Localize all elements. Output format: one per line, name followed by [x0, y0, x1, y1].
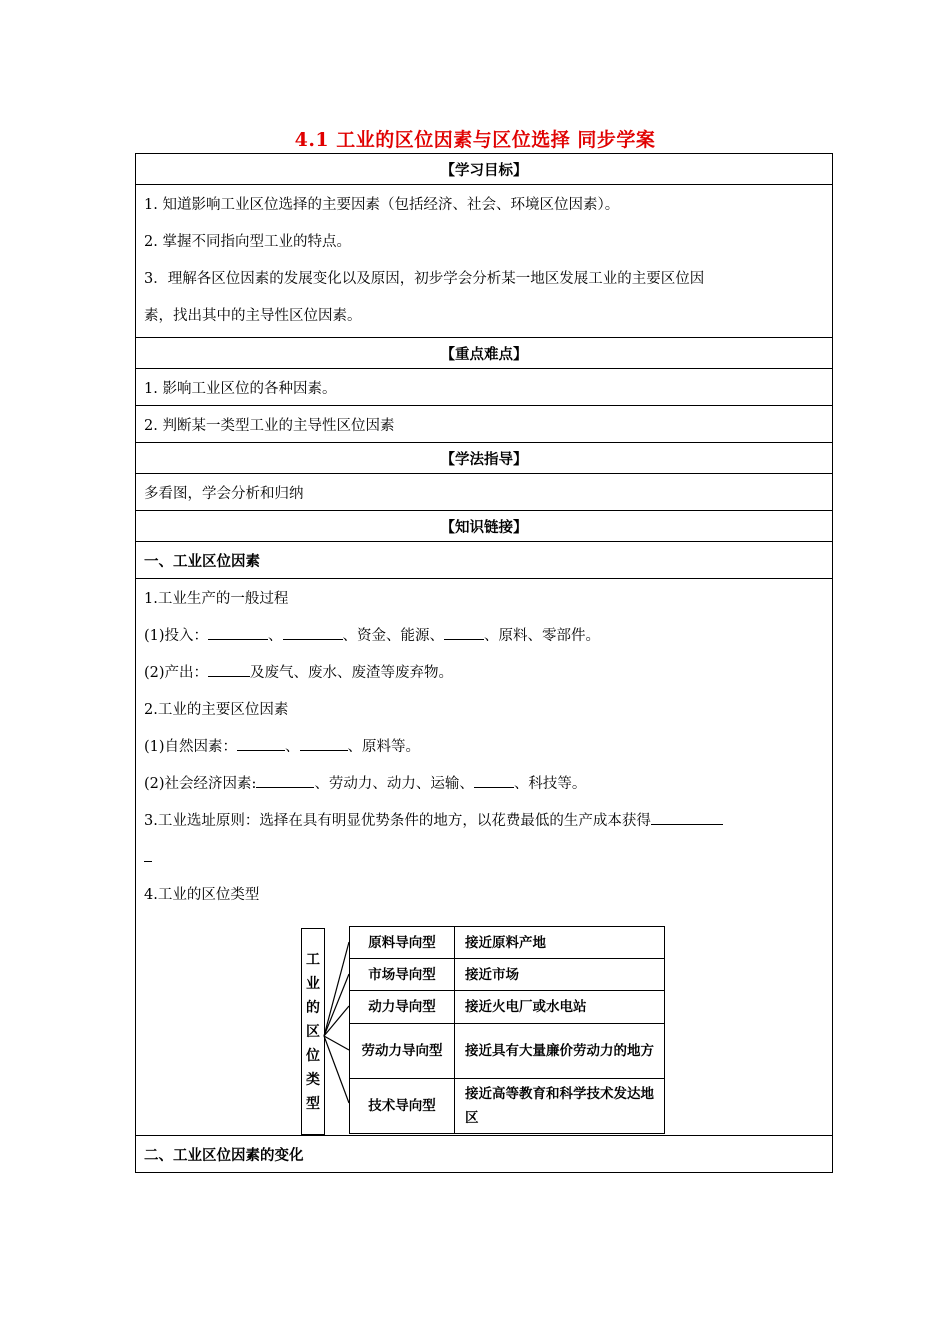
- goal-item: 素，找出其中的主导性区位因素。: [144, 308, 362, 324]
- part2-title: 二、工业区位因素的变化: [136, 1136, 833, 1173]
- fill-blank[interactable]: [444, 625, 484, 640]
- goal-item: 3．理解各区位因素的发展变化以及原因，初步学会分析某一地区发展工业的主要区位因: [144, 271, 705, 287]
- type-name: 技术导向型: [350, 1079, 455, 1134]
- type-desc: 接近具有大量廉价劳动力的地方: [455, 1024, 665, 1079]
- factors-heading: 2.工业的主要区位因素: [144, 702, 289, 718]
- fill-blank[interactable]: [237, 736, 285, 751]
- key-point: 1. 影响工业区位的各种因素。: [136, 369, 833, 406]
- method-header: 【学法指导】: [136, 443, 833, 474]
- key-point: 2. 判断某一类型工业的主导性区位因素: [136, 406, 833, 443]
- process-heading: 1.工业生产的一般过程: [144, 591, 289, 607]
- type-name: 市场导向型: [350, 959, 455, 991]
- goal-item: 1. 知道影响工业区位选择的主要因素（包括经济、社会、环境区位因素）。: [144, 197, 620, 213]
- page-title: 4.1 工业的区位因素与区位选择 同步学案: [294, 129, 656, 151]
- location-types-diagram: [144, 918, 824, 1133]
- method-text: 多看图，学会分析和归纳: [136, 474, 833, 511]
- fill-blank[interactable]: [651, 810, 723, 825]
- fill-blank[interactable]: [144, 847, 152, 862]
- type-name: 动力导向型: [350, 991, 455, 1024]
- goals-cell: [136, 185, 833, 338]
- fill-blank[interactable]: [256, 773, 314, 788]
- fill-blank[interactable]: [208, 625, 268, 640]
- fill-blank[interactable]: [300, 736, 348, 751]
- site-principle-line: 3.工业选址原则：选择在具有明显优势条件的地方，以花费最低的生产成本获得: [144, 803, 824, 840]
- input-line: (1)投入： 、 、资金、能源、 、原料、零部件。: [144, 618, 824, 655]
- type-desc: 接近高等教育和科学技术发达地区: [455, 1079, 665, 1134]
- study-plan-table: [135, 153, 833, 1173]
- natural-factors-line: (1)自然因素： 、 、原料等。: [144, 729, 824, 766]
- site-principle-cont: [144, 840, 824, 877]
- part1-title: 一、工业区位因素: [136, 542, 833, 579]
- social-factors-line: (2)社会经济因素: 、劳动力、动力、运输、 、科技等。: [144, 766, 824, 803]
- output-line: (2)产出： 及废气、废水、废渣等废弃物。: [144, 655, 824, 692]
- types-heading: 4.工业的区位类型: [144, 887, 260, 903]
- type-desc: 接近市场: [455, 959, 665, 991]
- part1-content: [136, 579, 833, 1136]
- type-desc: 接近火电厂或水电站: [455, 991, 665, 1024]
- location-types-table: [349, 926, 665, 1134]
- knowledge-header: 【知识链接】: [136, 511, 833, 542]
- fill-blank[interactable]: [208, 662, 250, 677]
- vertical-label-box: 工 业 的 区 位 类 型: [301, 928, 325, 1135]
- type-desc: 接近原料产地: [455, 927, 665, 959]
- type-name: 原料导向型: [350, 927, 455, 959]
- fill-blank[interactable]: [283, 625, 343, 640]
- type-name: 劳动力导向型: [350, 1024, 455, 1079]
- key-header: 【重点难点】: [136, 338, 833, 369]
- goal-item: 2. 掌握不同指向型工业的特点。: [144, 234, 351, 250]
- fill-blank[interactable]: [474, 773, 514, 788]
- goals-header: 【学习目标】: [136, 154, 833, 185]
